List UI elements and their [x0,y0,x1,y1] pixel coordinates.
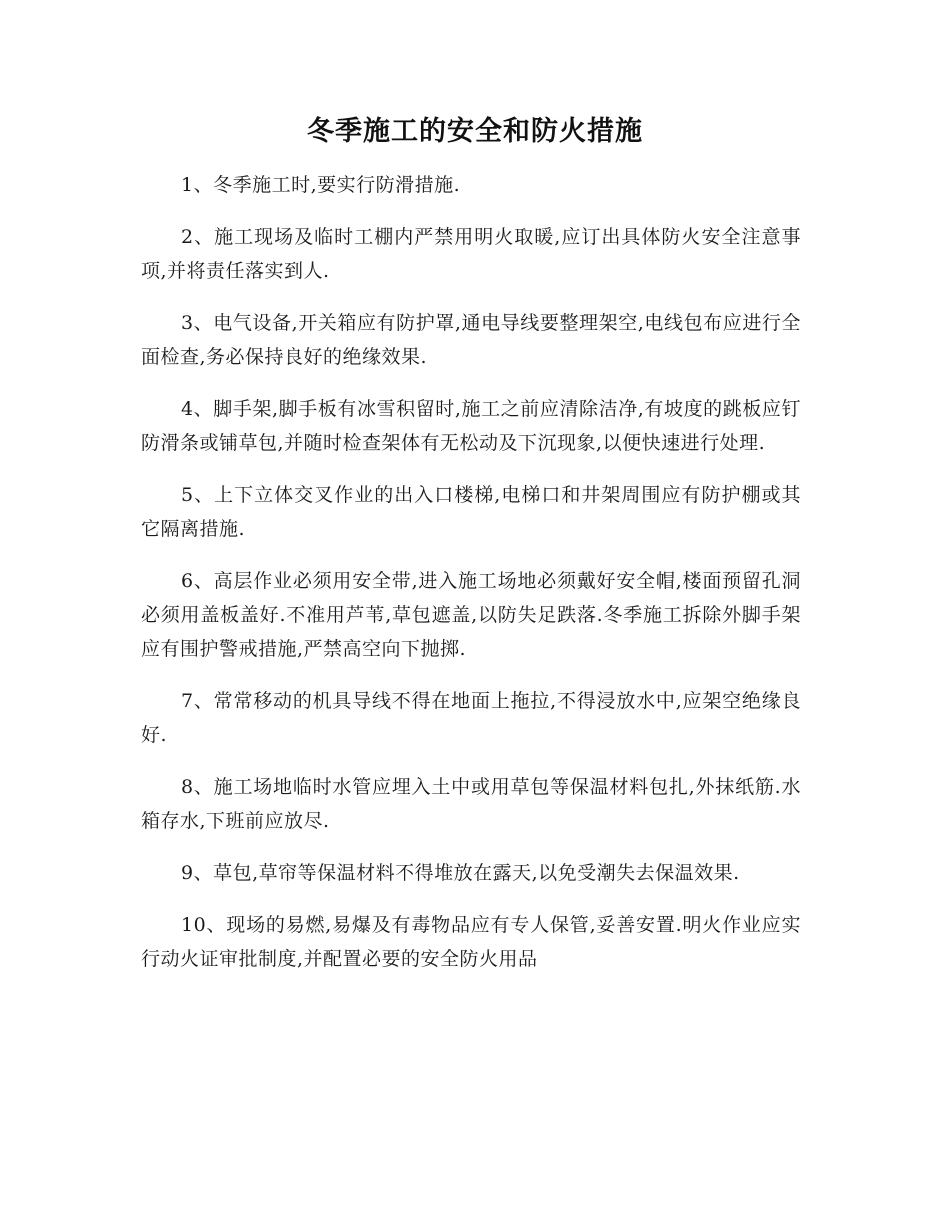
paragraph-4: 4、脚手架,脚手板有冰雪积留时,施工之前应清除洁净,有坡度的跳板应钉防滑条或铺草包,并随时检查架体有无松动及下沉现象,以便快速进行处理. [141,398,801,454]
paragraph-2: 2、施工现场及临时工棚内严禁用明火取暖,应订出具体防火安全注意事项,并将责任落实到人. [141,226,801,282]
document-title: 冬季施工的安全和防火措施 [307,116,643,147]
paragraph-9: 9、草包,草帘等保温材料不得堆放在露天,以免受潮失去保温效果. [181,862,740,884]
document-body [141,168,801,994]
paragraph-8: 8、施工场地临时水管应埋入土中或用草包等保温材料包扎,外抹纸筋.水箱存水,下班前应放尽. [141,776,801,832]
paragraph-10: 10、现场的易燃,易爆及有毒物品应有专人保管,妥善安置.明火作业应实行动火证审批制度,并配置必要的安全防火用品 [141,914,801,970]
paragraph-1: 1、冬季施工时,要实行防滑措施. [181,174,461,196]
paragraph-3: 3、电气设备,开关箱应有防护罩,通电导线要整理架空,电线包布应进行全面检查,务必保持良好的绝缘效果. [141,312,801,368]
paragraph-5: 5、上下立体交叉作业的出入口楼梯,电梯口和井架周围应有防护棚或其它隔离措施. [141,484,801,540]
paragraph-6: 6、高层作业必须用安全带,进入施工场地必须戴好安全帽,楼面预留孔洞必须用盖板盖好.不准用芦苇,草包遮盖,以防失足跌落.冬季施工拆除外脚手架应有围护警戒措施,严禁高空向下抛掷. [141,570,801,660]
paragraph-7: 7、常常移动的机具导线不得在地面上拖拉,不得浸放水中,应架空绝缘良好. [141,690,801,746]
